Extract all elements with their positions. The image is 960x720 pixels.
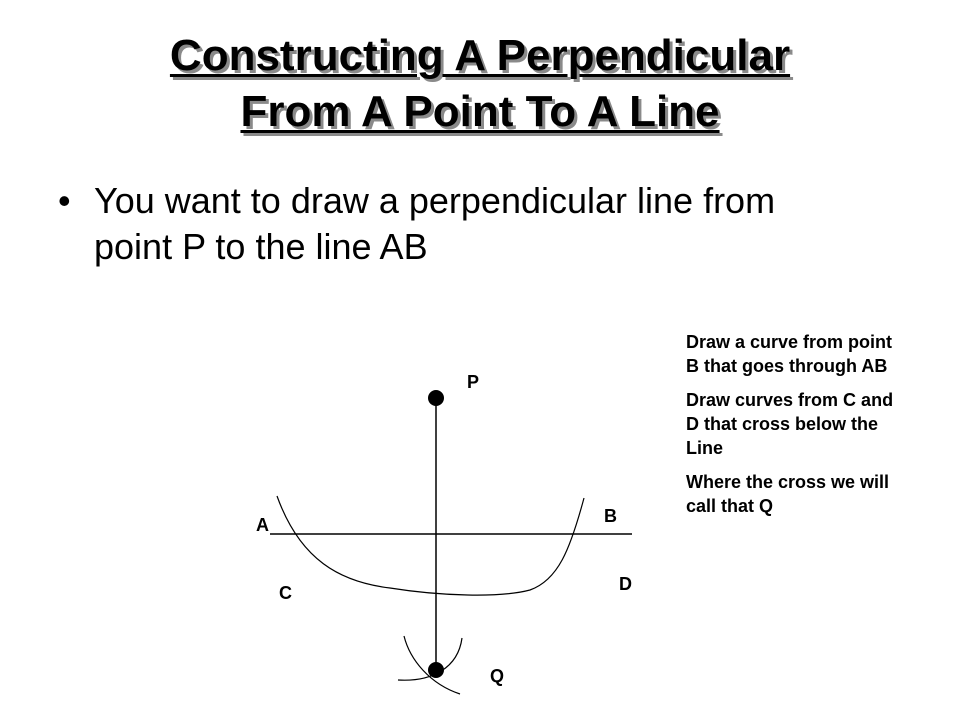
bullet-icon: • [58,180,71,221]
arc-from-b [277,496,584,595]
point-q-dot [428,662,444,678]
note-3: Where the cross we will call that Q [686,472,890,516]
instruction-notes [686,330,906,528]
note-1: Draw a curve from point B that goes through AB [686,332,893,376]
label-a: A [256,515,269,535]
label-c: C [279,583,292,603]
label-d: D [619,574,632,594]
title-line-1: Constructing A Perpendicular [169,31,791,80]
title-line-2: From A Point To A Line [240,87,720,136]
note-2: Draw curves from C and D that cross below the Line [686,390,894,458]
label-q: Q [490,666,505,686]
label-p: P [467,372,480,392]
point-p-dot [428,390,444,406]
bullet-text: You want to draw a perpendicular line from point P to the line AB [94,180,776,267]
label-b: B [604,506,617,526]
